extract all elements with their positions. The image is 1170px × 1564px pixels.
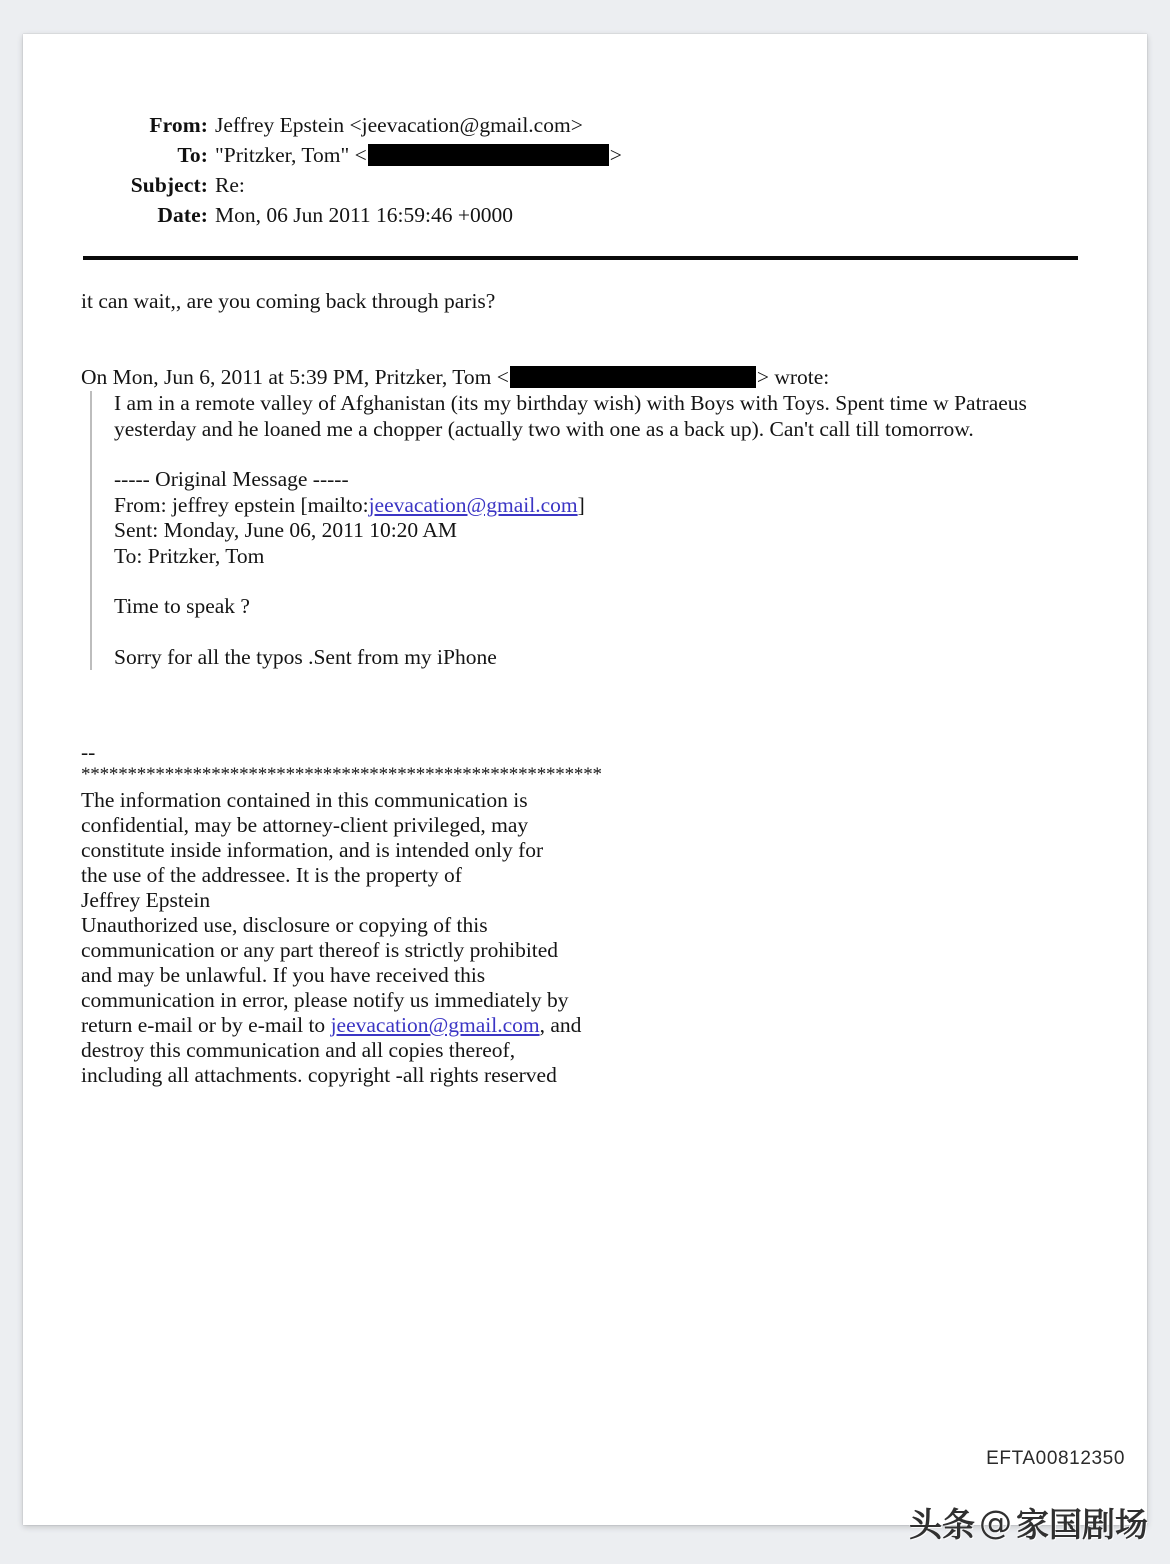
to-value-after: > <box>609 143 622 167</box>
disclaimer-email-suffix: , and <box>539 1013 582 1037</box>
header-row-from <box>23 110 1147 140</box>
bates-number-stamp: EFTA00812350 <box>986 1448 1125 1469</box>
original-signoff: Sorry for all the typos .Sent from my iPhone <box>114 644 497 669</box>
header-row-date <box>23 200 1147 230</box>
quoted-body-line-2: yesterday and he loaned me a chopper (actually two with one as a back up). Can't call till tomorrow. <box>114 416 974 441</box>
quoted-body-line-1: I am in a remote valley of Afghanistan (its my birthday wish) with Boys with Toys. Spent time w Patraeus <box>114 391 1027 415</box>
disclaimer-line: communication or any part thereof is strictly prohibited <box>81 938 559 962</box>
email-header <box>23 110 1147 230</box>
disclaimer-line: including all attachments. copyright -all rights reserved <box>81 1063 557 1087</box>
original-sent-line: Sent: Monday, June 06, 2011 10:20 AM <box>114 518 458 542</box>
header-divider-rule <box>83 256 1078 260</box>
disclaimer-line: Jeffrey Epstein <box>81 888 211 912</box>
redaction-bar-to <box>368 144 609 166</box>
redaction-bar-quote-sender <box>510 366 756 388</box>
attribution-before: On Mon, Jun 6, 2011 at 5:39 PM, Pritzker, Tom < <box>81 364 509 389</box>
original-from-suffix: ] <box>577 492 585 517</box>
to-value-before: "Pritzker, Tom" < <box>215 143 367 167</box>
signature-dashes: -- <box>81 740 96 764</box>
original-from-prefix: From: jeffrey epstein [mailto: <box>114 492 369 517</box>
date-label: Date: <box>157 203 208 227</box>
from-label: From: <box>149 113 208 137</box>
disclaimer-line: communication in error, please notify us immediately by <box>81 988 569 1012</box>
quote-attribution <box>81 365 1121 391</box>
date-value: Mon, 06 Jun 2011 16:59:46 +0000 <box>215 203 514 227</box>
disclaimer-line: Unauthorized use, disclosure or copying of this <box>81 913 488 937</box>
header-row-to <box>23 140 1147 170</box>
original-from-line <box>114 493 1121 519</box>
disclaimer-line: constitute inside information, and is intended only for <box>81 838 544 862</box>
disclaimer-line: confidential, may be attorney-client privileged, may <box>81 813 529 837</box>
signature-star-separator: ******************************************************** <box>81 764 602 785</box>
from-value: Jeffrey Epstein <jeevacation@gmail.com> <box>215 113 583 137</box>
disclaimer-line: and may be unlawful. If you have received this <box>81 963 486 987</box>
original-message-separator: ----- Original Message ----- <box>114 467 349 491</box>
disclaimer-email-link[interactable]: jeevacation@gmail.com <box>330 1013 540 1037</box>
email-body <box>81 289 1121 670</box>
disclaimer-email-prefix: return e-mail or by e-mail to <box>81 1013 331 1037</box>
attribution-after: > wrote: <box>756 364 830 389</box>
reply-text: it can wait,, are you coming back through paris? <box>81 289 496 313</box>
original-from-email-link[interactable]: jeevacation@gmail.com <box>368 492 578 517</box>
signature-disclaimer-block <box>81 742 981 1088</box>
to-label: To: <box>177 143 208 167</box>
scanned-document-page <box>23 34 1147 1525</box>
to-value <box>215 140 622 170</box>
original-message-text: Time to speak ? <box>114 594 250 618</box>
disclaimer-line: The information contained in this communication is <box>81 788 528 812</box>
watermark-brand: 头条 <box>909 1505 975 1544</box>
original-to-line: To: Pritzker, Tom <box>114 543 265 568</box>
watermark-channel: 家国剧场 <box>1016 1505 1148 1544</box>
disclaimer-line: the use of the addressee. It is the property of <box>81 863 462 887</box>
subject-label: Subject: <box>130 173 208 197</box>
quoted-message-block <box>90 391 1121 670</box>
disclaimer-line: destroy this communication and all copies thereof, <box>81 1038 516 1062</box>
disclaimer-email-line <box>81 1013 981 1038</box>
header-row-subject <box>23 170 1147 200</box>
watermark-at-icon: @ <box>979 1503 1012 1542</box>
subject-value: Re: <box>215 173 245 197</box>
